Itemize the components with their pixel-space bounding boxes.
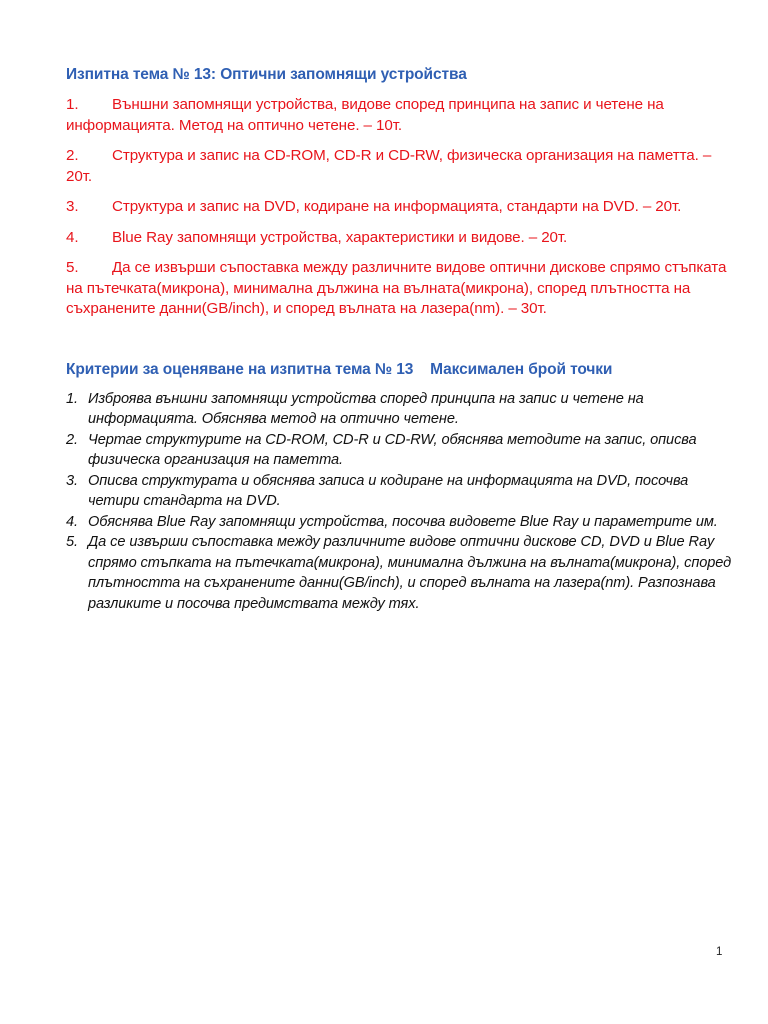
criteria-text: Изброява външни запомнящи устройства според принципа на запис и четене на информацията. Обяснява метод на оптично четене. <box>88 390 644 427</box>
criteria-number: 2. <box>66 431 78 448</box>
criteria-item <box>66 512 738 533</box>
topic-item <box>66 228 738 249</box>
criteria-text: Да се извърши съпоставка между различните видове оптични дискове CD, DVD и Blue Ray спрямо стъпката на пътечката(микрона), минимална дължина на вълната(микрона), според плътността на съхранените данни(GB/inch), и според вълната на лазера(nm). Разпознава разликите и посочва предимствата между тях. <box>88 534 732 612</box>
topic-text: Структура и запис на CD-ROM, CD-R и CD-RW, физическа организация на паметта. – 20т. <box>66 147 712 185</box>
criteria-number: 1. <box>66 390 78 407</box>
topic-item <box>66 197 738 218</box>
criteria-item <box>66 532 738 614</box>
topic-item <box>66 258 738 320</box>
topic-number: 2. <box>66 147 79 164</box>
criteria-text: Описва структурата и обяснява записа и кодиране на информацията на DVD, посочва четири стандарта на DVD. <box>88 472 689 509</box>
page-number: 1 <box>716 946 723 958</box>
topic-number: 4. <box>66 228 79 246</box>
topic-number: 3. <box>66 198 79 215</box>
topic-text: Структура и запис на DVD, кодиране на информацията, стандарти на DVD. – 20т. <box>112 198 682 215</box>
criteria-item <box>66 471 738 512</box>
criteria-text: Чертае структурите на CD-ROM, CD-R и CD-RW, обяснява методите на запис, описва физическа организация на паметта. <box>88 431 697 468</box>
topic-text: Да се извърши съпоставка между различните видове оптични дискове спрямо стъпката на пътечката(микрона), минимална дължина на вълната(микрона), според плътността на съхранените данни(GB/inch), и според вълната на лазера(nm). – 30т. <box>66 259 727 317</box>
topic-number: 1. <box>66 96 79 113</box>
topic-text: Външни запомнящи устройства, видове според принципа на запис и четене на информацията. Метод на оптично четене. – 10т. <box>66 96 664 134</box>
document-page <box>66 64 738 614</box>
criteria-number: 4. <box>66 513 78 530</box>
topic-item <box>66 146 738 187</box>
criteria-item <box>66 389 738 430</box>
document-title: Изпитна тема № 13: Оптични запомнящи устройства <box>66 66 467 83</box>
criteria-number: 3. <box>66 472 78 489</box>
topic-text: Blue Ray запомнящи устройства, характеристики и видове. – 20т. <box>112 228 568 246</box>
criteria-number: 5. <box>66 534 78 550</box>
topic-number: 5. <box>66 259 79 276</box>
criteria-text: Обяснява Blue Ray запомнящи устройства, посочва видовете Blue Ray и параметрите им. <box>88 513 718 530</box>
criteria-list <box>66 389 738 615</box>
topic-item <box>66 95 738 136</box>
criteria-item <box>66 430 738 471</box>
criteria-title: Критерии за оценяване на изпитна тема № 13 Максимален брой точки <box>66 360 613 378</box>
topic-list <box>66 95 738 320</box>
